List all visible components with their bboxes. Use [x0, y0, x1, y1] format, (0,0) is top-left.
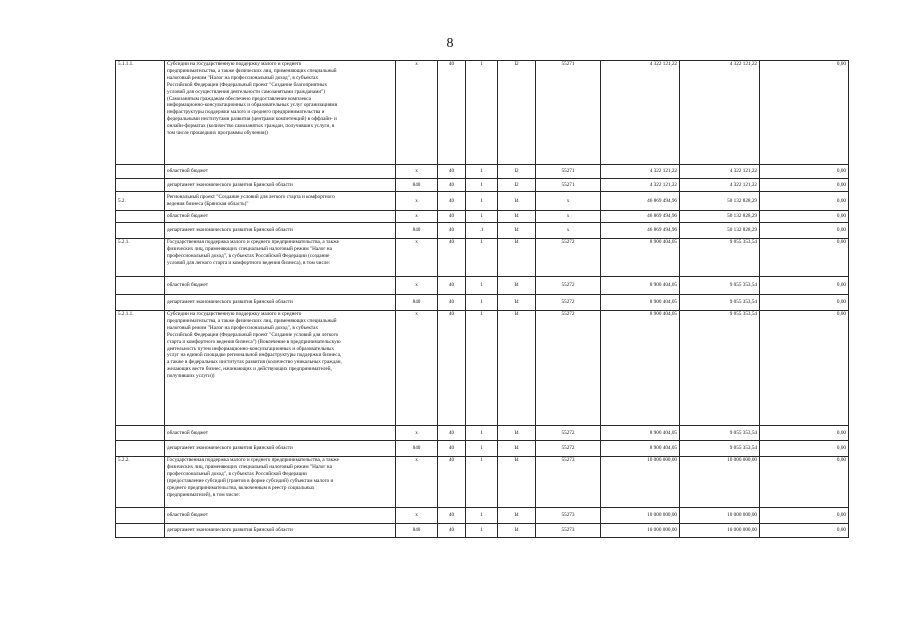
row-rz: 40 [438, 508, 466, 524]
row-amount-3: 0,00 [760, 179, 849, 192]
row-amount-1: 46 869 494,96 [601, 192, 680, 211]
row-rz: 40 [438, 223, 466, 239]
row-name: департамент экономического развития Брянской области [165, 179, 396, 192]
row-rz: 40 [438, 457, 466, 508]
row-amount-1: 8 900 404,05 [601, 426, 680, 441]
row-pr: 1 [466, 277, 498, 295]
row-vr: 55273 [536, 508, 601, 524]
row-amount-2: 9 055 353,54 [680, 426, 760, 441]
row-grbs: 840 [396, 295, 438, 311]
row-amount-2: 9 055 353,54 [680, 311, 760, 426]
table-row [116, 457, 849, 508]
row-name: областной бюджет [165, 211, 396, 223]
row-amount-1: 8 900 404,05 [601, 441, 680, 457]
row-amount-3: 0,00 [760, 277, 849, 295]
row-code: 5.2.1.1. [116, 311, 165, 426]
row-amount-1: 8 900 404,05 [601, 311, 680, 426]
row-amount-1: 10 000 000,00 [601, 457, 680, 508]
row-amount-2: 10 000 000,00 [680, 508, 760, 524]
row-amount-3: 0,00 [760, 311, 849, 426]
row-pr: 1 [466, 165, 498, 179]
table-row [116, 223, 849, 239]
row-pr: 1 [466, 441, 498, 457]
row-amount-3: 0,00 [760, 524, 849, 538]
row-vr: 55273 [536, 524, 601, 538]
row-rz: 40 [438, 239, 466, 277]
row-grbs: х [396, 165, 438, 179]
row-name: департамент экономического развития Брянской области [165, 223, 396, 239]
row-pr: 1 [466, 311, 498, 426]
row-vr: 55272 [536, 441, 601, 457]
row-grbs: х [396, 239, 438, 277]
row-amount-3: 0,00 [760, 441, 849, 457]
row-amount-2: 50 132 828,29 [680, 223, 760, 239]
row-rz: 40 [438, 524, 466, 538]
table-row [116, 211, 849, 223]
row-amount-3: 0,00 [760, 211, 849, 223]
row-csr: I4 [498, 426, 536, 441]
row-pr: 1 [466, 295, 498, 311]
row-code [116, 179, 165, 192]
row-vr: 55272 [536, 426, 601, 441]
row-amount-1: 8 900 404,05 [601, 277, 680, 295]
row-pr: .1 [466, 223, 498, 239]
table-row [116, 192, 849, 211]
row-csr: I4 [498, 211, 536, 223]
table-row [116, 508, 849, 524]
table-row [116, 311, 849, 426]
table-row [116, 426, 849, 441]
row-vr: 55271 [536, 61, 601, 165]
row-grbs: х [396, 61, 438, 165]
row-amount-2: 4 322 121,22 [680, 61, 760, 165]
row-csr: I4 [498, 239, 536, 277]
row-pr: 1 [466, 211, 498, 223]
row-amount-1: 4 322 121,22 [601, 179, 680, 192]
table-row [116, 277, 849, 295]
row-name: областной бюджет [165, 426, 396, 441]
row-code [116, 223, 165, 239]
row-pr: 1 [466, 192, 498, 211]
row-csr: I4 [498, 524, 536, 538]
table-row [116, 165, 849, 179]
row-name: Региональный проект "Создание условий для легкого старта и комфортного ведения бизнеса (Брянская область)" [165, 192, 396, 211]
table-row [116, 441, 849, 457]
row-vr: 55273 [536, 457, 601, 508]
row-grbs: 840 [396, 524, 438, 538]
row-code [116, 211, 165, 223]
row-vr: 55271 [536, 179, 601, 192]
row-amount-1: 8 900 404,05 [601, 239, 680, 277]
table-row [116, 295, 849, 311]
row-amount-2: 9 055 353,54 [680, 295, 760, 311]
row-name: областной бюджет [165, 508, 396, 524]
row-grbs: х [396, 277, 438, 295]
row-amount-1: 46 869 494,96 [601, 223, 680, 239]
row-amount-1: 4 322 121,22 [601, 61, 680, 165]
row-code: 5.2.1. [116, 239, 165, 277]
row-code [116, 441, 165, 457]
row-pr: 1 [466, 524, 498, 538]
page-number: 8 [446, 36, 454, 51]
row-rz: 40 [438, 192, 466, 211]
row-amount-2: 10 000 000,00 [680, 457, 760, 508]
row-rz: 40 [438, 311, 466, 426]
row-csr: I2 [498, 179, 536, 192]
row-amount-2: 9 055 353,54 [680, 441, 760, 457]
row-pr: 1 [466, 61, 498, 165]
row-amount-3: 0,00 [760, 61, 849, 165]
row-code: 5.2.2. [116, 457, 165, 508]
row-csr: I4 [498, 508, 536, 524]
table-body [116, 61, 849, 538]
row-amount-1: 10 000 000,00 [601, 508, 680, 524]
row-code [116, 508, 165, 524]
row-grbs: х [396, 426, 438, 441]
row-name: областной бюджет [165, 165, 396, 179]
row-amount-1: 8 900 404,05 [601, 295, 680, 311]
row-name: областной бюджет [165, 277, 396, 295]
table-row [116, 61, 849, 165]
row-csr: I2 [498, 165, 536, 179]
row-grbs: 840 [396, 441, 438, 457]
row-code: 5.1.1.1. [116, 61, 165, 165]
row-rz: 40 [438, 165, 466, 179]
row-amount-1: 4 322 121,22 [601, 165, 680, 179]
row-code [116, 165, 165, 179]
row-pr: 1 [466, 426, 498, 441]
row-csr: I4 [498, 457, 536, 508]
row-amount-3: 0,00 [760, 295, 849, 311]
row-vr: 55272 [536, 295, 601, 311]
row-csr: I4 [498, 311, 536, 426]
row-name: Государственная поддержка малого и среднего предпринимательства, а также физических лиц, применяющих специальный налоговый режим "Налог на профессиональный доход", в субъектах Российской Федерации (предоставление субсидий (грантов в форме субсидий) субъектам малого и среднего предпринимательства, включенным в реестр социальных предпринимателей), в том числе: [165, 457, 396, 508]
row-name: Субсидии на государственную поддержку малого и среднего предпринимательства, а также физических лиц, применяющих специальный налоговый режим "Налог на профессиональный доход", в субъектах Российской Федерации (Федеральный проект "Создание благоприятных условий для осуществления деятельности самозанятыми гражданами") (Самозанятым гражданам обеспечено предоставление комплекса информационно-консультационных и образовательных услуг организациями инфраструктуры поддержки малого и среднего предпринимательства и федеральными институтами развития (центрами компетенций) в оффлайн- и онлайн-форматах (количество самозанятых граждан, получивших услуги, в том числе прошедших программы обучения)) [165, 61, 396, 165]
row-amount-2: 9 055 353,54 [680, 239, 760, 277]
row-amount-2: 50 132 828,29 [680, 211, 760, 223]
row-amount-2: 9 055 353,54 [680, 277, 760, 295]
row-amount-2: 10 000 000,00 [680, 524, 760, 538]
row-code [116, 295, 165, 311]
row-grbs: х [396, 457, 438, 508]
row-csr: I4 [498, 192, 536, 211]
row-amount-3: 0,00 [760, 426, 849, 441]
row-name: Субсидии на государственную поддержку малого и среднего предпринимательства, а также физических лиц, применяющих специальный налоговый режим "Налог на профессиональный доход", в субъектах Российской Федерации (Федеральный проект "Создание условий для легкого старта и комфортного ведения бизнеса") (Вовлечение в предпринимательскую деятельность путем информационно-консультационных и образовательных услуг на единой площадке региональной инфраструктуры поддержки бизнеса, а также в федеральных институтах развития (количество уникальных граждан, желающих вести бизнес, начинающих и действующих предпринимателей, получивших услуги)) [165, 311, 396, 426]
table-row [116, 524, 849, 538]
row-name: Государственная поддержка малого и среднего предпринимательства, а также физических лиц, применяющих специальный налоговый режим "Налог на профессиональный доход", в субъектах Российской Федерации (создание условий для легкого старта и комфортного ведения бизнеса), в том числе: [165, 239, 396, 277]
row-grbs: х [396, 311, 438, 426]
row-amount-2: 50 132 828,29 [680, 192, 760, 211]
row-amount-3: 0,00 [760, 223, 849, 239]
row-rz: 40 [438, 277, 466, 295]
row-amount-3: 0,00 [760, 508, 849, 524]
row-rz: 40 [438, 295, 466, 311]
row-vr: 55271 [536, 165, 601, 179]
table-row [116, 179, 849, 192]
row-csr: I2 [498, 61, 536, 165]
row-pr: 1 [466, 179, 498, 192]
row-amount-2: 4 322 121,22 [680, 165, 760, 179]
row-vr: х [536, 211, 601, 223]
row-code [116, 426, 165, 441]
row-csr: I4 [498, 223, 536, 239]
row-amount-1: 10 000 000,00 [601, 524, 680, 538]
row-amount-3: 0,00 [760, 192, 849, 211]
row-code: 5.2. [116, 192, 165, 211]
row-pr: 1 [466, 457, 498, 508]
row-vr: х [536, 223, 601, 239]
row-amount-3: 0,00 [760, 165, 849, 179]
row-rz: 40 [438, 426, 466, 441]
row-grbs: х [396, 192, 438, 211]
table-row [116, 239, 849, 277]
row-grbs: х [396, 508, 438, 524]
row-amount-3: 0,00 [760, 239, 849, 277]
row-vr: 55272 [536, 311, 601, 426]
row-amount-1: 46 869 494,96 [601, 211, 680, 223]
row-vr: х [536, 192, 601, 211]
row-pr: 1 [466, 508, 498, 524]
row-rz: 40 [438, 441, 466, 457]
row-name: департамент экономического развития Брянской области [165, 441, 396, 457]
row-name: департамент экономического развития Брянской области [165, 524, 396, 538]
row-csr: I4 [498, 277, 536, 295]
row-grbs: 840 [396, 223, 438, 239]
row-rz: 40 [438, 211, 466, 223]
row-csr: I4 [498, 295, 536, 311]
row-rz: 40 [438, 61, 466, 165]
row-name: департамент экономического развития Брянской области [165, 295, 396, 311]
row-grbs: 840 [396, 179, 438, 192]
row-code [116, 524, 165, 538]
row-vr: 55272 [536, 277, 601, 295]
row-csr: I4 [498, 441, 536, 457]
row-amount-3: 0,00 [760, 457, 849, 508]
budget-table [115, 60, 849, 538]
row-grbs: х [396, 211, 438, 223]
row-vr: 55272 [536, 239, 601, 277]
row-pr: 1 [466, 239, 498, 277]
row-code [116, 277, 165, 295]
row-amount-2: 4 322 121,22 [680, 179, 760, 192]
row-rz: 40 [438, 179, 466, 192]
